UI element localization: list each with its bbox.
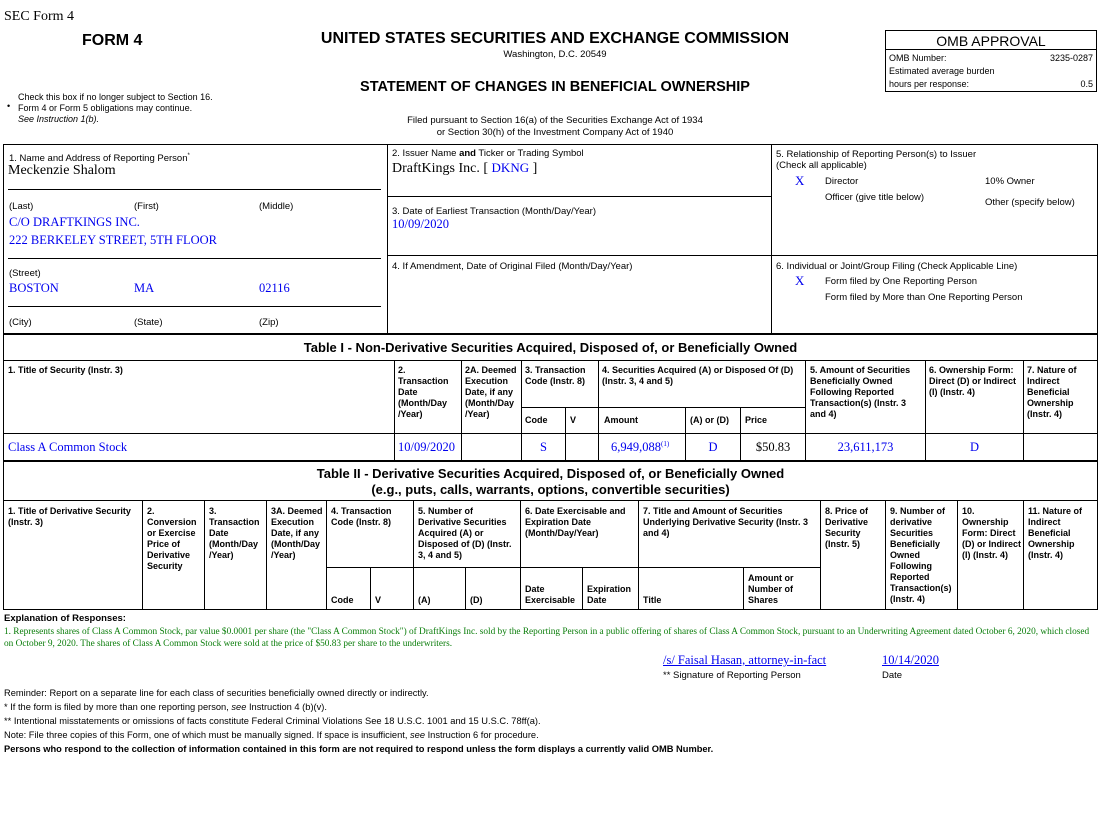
reporting-person-name: Meckenzie Shalom [8,163,116,178]
director-label: Director [825,176,859,187]
box6-label: 6. Individual or Joint/Group Filing (Check Applicable Line) [776,261,1018,272]
t1-transaction-date: 10/09/2020 [398,440,455,454]
t1-sub-ad: (A) or (D) [690,415,729,425]
omb-title: OMB APPROVAL [936,33,1046,49]
city-label: (City) [9,317,32,328]
issuer-name-row: DraftKings Inc. [ DKNG ] [392,160,538,176]
note-misstatements: ** Intentional misstatements or omissions of facts constitute Federal Criminal Violations See 18 U.S.C. 1001 and 15 U.S.C. 78ff(a). [4,716,541,726]
earliest-transaction-date: 10/09/2020 [392,217,449,231]
box5-label: 5. Relationship of Reporting Person(s) to Issuer (Check all applicable) [776,149,977,171]
t1-col-date: 2. Transaction Date (Month/Day /Year) [398,365,449,419]
t1-owned-following: 23,611,173 [837,440,894,454]
omb-number-label: OMB Number: [889,53,947,63]
t1-col-code: 3. Transaction Code (Instr. 8) [525,365,586,386]
t1-sub-v: V [570,415,577,425]
t2-sub-exercisable: Date Exercisable [525,584,576,605]
table2-title: Table II - Derivative Securities Acquired, Disposed of, or Beneficially Owned (e.g., puts, calls, warrants, options, convertible securities) [316,466,785,497]
t2-col-date: 3. Transaction Date (Month/Day /Year) [209,506,260,560]
t2-col-code: 4. Transaction Code (Instr. 8) [331,506,392,527]
t1-col-nature: 7. Nature of Indirect Beneficial Ownership (Instr. 4) [1027,365,1077,419]
t2-sub-code: Code [331,595,354,605]
t2-col-nature: 11. Nature of Indirect Beneficial Ownership (Instr. 4) [1028,506,1083,560]
more-persons-label: Form filed by More than One Reporting Person [825,292,1023,303]
box1-label: 1. Name and Address of Reporting Person* [9,153,190,165]
box3-label: 3. Date of Earliest Transaction (Month/Day/Year) [392,206,596,217]
statement-title: STATEMENT OF CHANGES IN BENEFICIAL OWNERSHIP [360,79,750,95]
state-value: MA [134,281,155,295]
sec-form-label: SEC Form 4 [4,9,75,24]
box2-label: 2. Issuer Name and Ticker or Trading Symbol [392,148,584,159]
commission-city: Washington, D.C. 20549 [503,49,607,60]
reminder: Reminder: Report on a separate line for each class of securities beneficially owned directly or indirectly. [4,688,429,698]
omb-burden-label: Estimated average burden [889,66,995,76]
state-label: (State) [134,317,163,328]
table1-title: Table I - Non-Derivative Securities Acquired, Disposed of, or Beneficially Owned [303,340,798,355]
omb-approval-box [885,30,1097,92]
t1-col-deemed: 2A. Deemed Execution Date, if any (Month/Day /Year) [465,365,517,419]
checkbox-bullet: • [7,101,11,111]
address-line1: C/O DRAFTKINGS INC. [9,215,140,229]
first-label: (First) [134,201,159,212]
t1-security-title: Class A Common Stock [8,440,128,454]
t2-col-title: 1. Title of Derivative Security (Instr. 3) [8,506,131,527]
filed-pursuant: Filed pursuant to Section 16(a) of the Securities Exchange Act of 1934 or Section 30(h) of the Investment Company Act of 1940 [407,115,703,138]
issuer-name: DraftKings Inc. [392,161,480,176]
t2-col-owned: 9. Number of derivative Securities Beneficially Owned Following Reported Transaction(s) (Instr. 4) [890,506,952,604]
city-value: BOSTON [9,281,59,295]
t1-col-title: 1. Title of Security (Instr. 3) [8,365,123,375]
one-person-mark: X [795,273,805,288]
date-label: Date [882,670,903,681]
t1-ad: D [708,440,718,454]
t1-sub-amount: Amount [604,415,638,425]
omb-number-value: 3235-0287 [1049,53,1093,63]
last-label: (Last) [9,201,34,212]
t1-price: $50.83 [755,440,791,454]
omb-hours-value: 0.5 [1080,79,1093,89]
ten-percent-owner-label: 10% Owner [985,176,1035,187]
t2-sub-a: (A) [418,595,431,605]
t2-col-deemed: 3A. Deemed Execution Date, if any (Month/Day /Year) [271,506,323,560]
explanation-heading: Explanation of Responses: [4,613,126,624]
t1-amount: 6,949,088$^{(1)}$ [611,440,670,455]
t2-col-price: 8. Price of Derivative Security (Instr. 5) [825,506,869,549]
middle-label: (Middle) [259,201,294,212]
signature-date: 10/14/2020 [882,653,939,667]
form-title: FORM 4 [82,32,143,49]
t2-col-underlying: 7. Title and Amount of Securities Underlying Derivative Security (Instr. 3 and 4) [643,506,809,538]
t2-sub-expiration: Expiration Date [587,584,632,605]
t2-sub-title: Title [643,595,662,605]
t1-col-amount-owned: 5. Amount of Securities Beneficially Owned Following Reported Transaction(s) (Instr. 3 and 4) [810,365,911,419]
officer-label: Officer (give title below) [825,192,925,203]
footer-notes [4,686,1094,756]
director-mark: X [795,173,805,188]
t2-sub-v: V [375,595,382,605]
t1-col-ownership: 6. Ownership Form: Direct (D) or Indirect (I) (Instr. 4) [929,365,1017,397]
box4-label: 4. If Amendment, Date of Original Filed (Month/Day/Year) [392,261,633,272]
t1-sub-code: Code [525,415,548,425]
omb-notice: Persons who respond to the collection of information contained in this form are not required to respond unless the form displays a currently valid OMB Number. [4,744,714,754]
zip-label: (Zip) [259,317,279,328]
footnote-ref[interactable]: (1) [661,440,670,448]
footnote-1: 1. Represents shares of Class A Common Stock, par value $0.0001 per share (the "Class A Common Stock") of DraftKings Inc. sold by the Reporting Person in a public offering of shares of Class A Common Stock, pursuant to an Underwriting Agreement dated October 6, 2020, which closed on October 9, 2020. The shares of Class A Common Stock were sold at the price of $50.83 per share to the underwriters. [4,627,1090,649]
t1-transaction-code: S [540,440,547,454]
one-person-label: Form filed by One Reporting Person [825,276,978,287]
t2-sub-amount: Amount or Number of Shares [748,573,794,605]
t1-col-securities: 4. Securities Acquired (A) or Disposed Of (D) (Instr. 3, 4 and 5) [602,365,794,386]
zip-value: 02116 [259,281,290,295]
street-label: (Street) [9,268,41,279]
omb-hours-label: hours per response: [889,79,970,89]
t2-col-ownership: 10. Ownership Form: Direct (D) or Indirect (I) (Instr. 4) [962,506,1022,560]
t1-sub-price: Price [745,415,768,425]
checkbox-instruction: Check this box if no longer subject to Section 16. Form 4 or Form 5 obligations may continue. See Instruction 1(b). [18,92,213,124]
other-label: Other (specify below) [985,197,1075,208]
t2-col-number: 5. Number of Derivative Securities Acquired (A) or Disposed of (D) (Instr. 3, 4 and 5) [418,506,512,560]
t2-col-exercisable: 6. Date Exercisable and Expiration Date (Month/Day/Year) [525,506,626,538]
t2-col-conversion: 2. Conversion or Exercise Price of Derivative Security [147,506,197,571]
commission-title: UNITED STATES SECURITIES AND EXCHANGE COMMISSION [320,30,790,47]
t1-ownership-form: D [969,440,980,454]
note-copies: Note: File three copies of this Form, one of which must be manually signed. If space is insufficient, see Instruction 6 for procedure. [4,730,539,740]
address-line2: 222 BERKELEY STREET, 5TH FLOOR [9,233,217,247]
signature-name: /s/ Faisal Hasan, attorney-in-fact [663,653,827,667]
note-multiple-persons: * If the form is filed by more than one reporting person, see Instruction 4 (b)(v). [4,702,327,712]
t2-sub-d: (D) [470,595,483,605]
ticker-symbol: DKNG [491,160,530,175]
signature-label: ** Signature of Reporting Person [663,670,801,681]
